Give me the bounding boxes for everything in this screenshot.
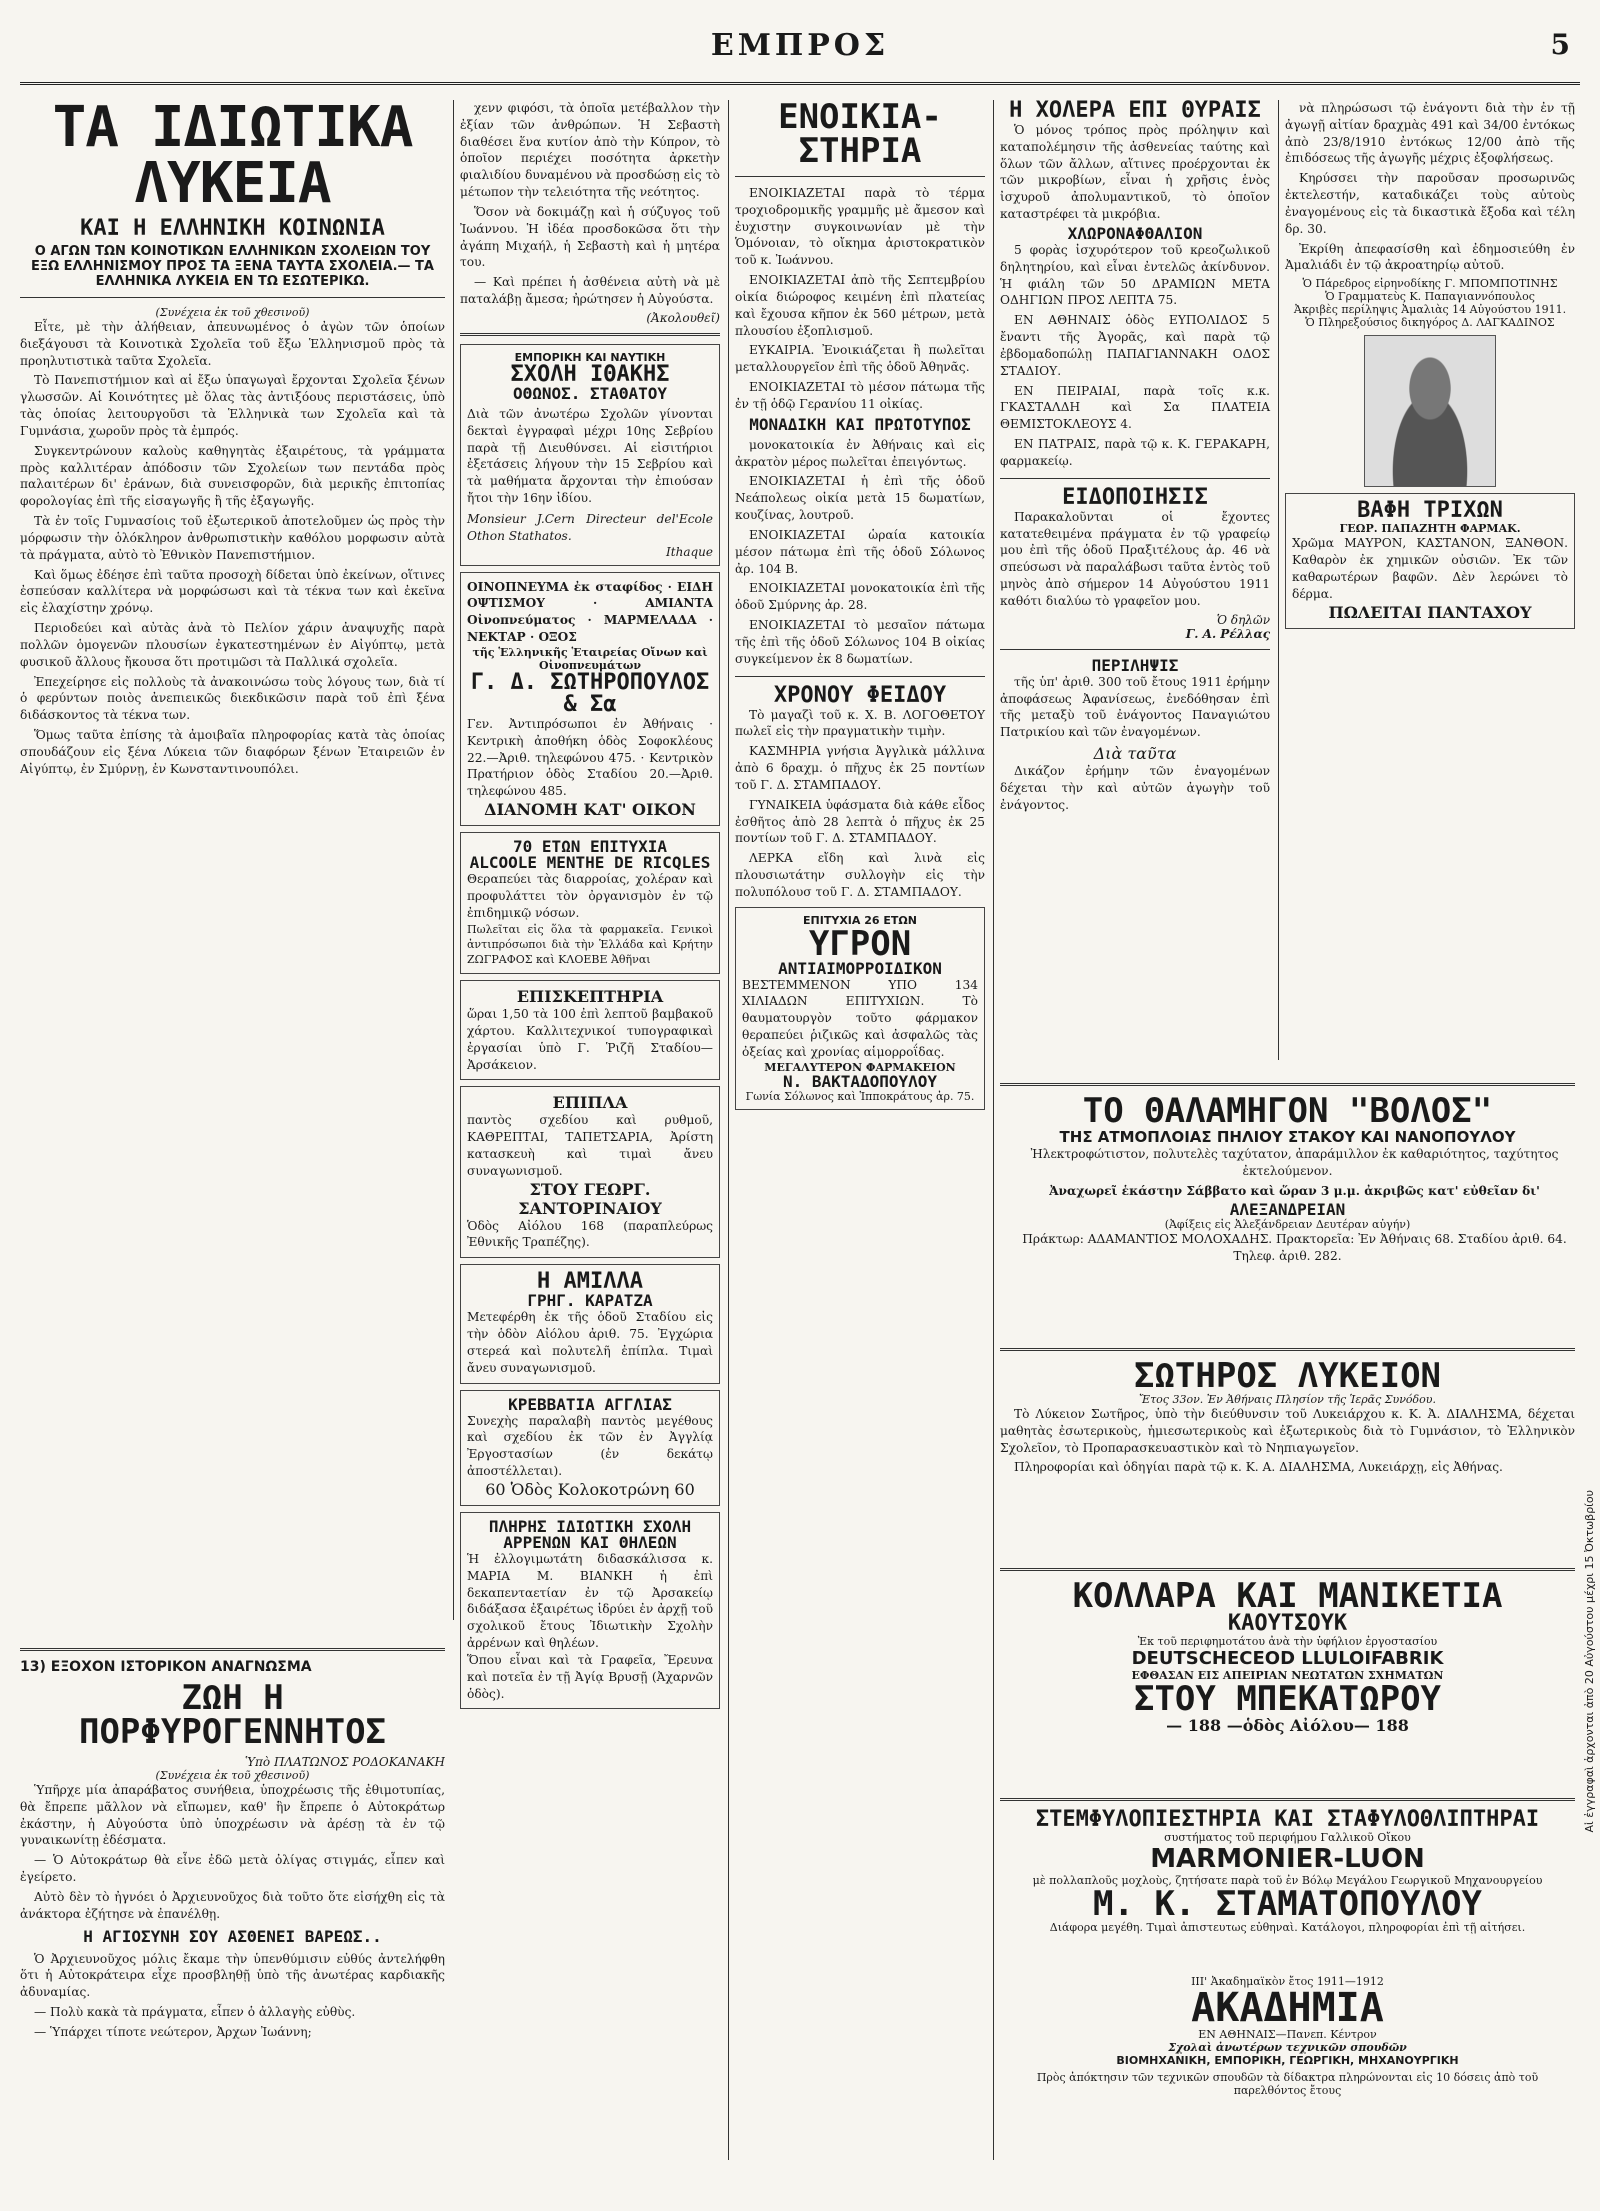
article-headline: ΤΑ ΙΔΙΩΤΙΚΑ ΛΥΚΕΙΑ bbox=[52, 100, 413, 216]
ad-text: ΕΦΘΑΣΑΝ ΕΙΣ ΑΠΕΙΡΙΑΝ ΝΕΩΤΑΤΩΝ ΣΧΗΜΑΤΩΝ bbox=[1131, 1669, 1444, 1682]
classified-ad: ΕΝΟΙΚΙΑΖΕΤΑΙ μονοκατοικία ἐπὶ τῆς ὁδοῦ Σμύρνης ἀρ. 28. bbox=[735, 581, 985, 613]
paragraph: Καὶ ὅμως ἐδέησε ἐπὶ ταῦτα προσοχὴ δίδεται ὑπὸ ἐκείνων, οἵτινες ἐσπεύσαν καλλίτερα νὰ μορφώσωσι καὶ τὰ τέκνα των καὶ ἐκεῖνα εἰς ἐλαχίστην χρόνῳ. bbox=[20, 567, 445, 616]
signature-name: Γ. Α. Ρέλλας bbox=[1185, 626, 1270, 641]
paragraph: 5 φορὰς ἰσχυρότερον τοῦ κρεοζωλικοῦ δηλητηρίου, καὶ εἶναι ἐντελῶς ἀκίνδυνον. Ἡ φιάλη τῶν 50 ΔΡΑΜΙΩΝ ΜΕΤΑ ΟΔΗΓΙΩΝ ΠΡΟΣ ΛΕΠΤΑ 75. bbox=[1000, 242, 1270, 308]
ad-text: ὥραι 1,50 τὰ 100 ἐπὶ λεπτοῦ βαμβακοῦ χάρτου. Καλλιτεχνικοί τυπογραφικαὶ ἐργασίαι ὑπὸ Γ. Ῥιζῆ Σταδίου—Ἀρσάκειον. bbox=[467, 1007, 713, 1072]
signature: Ἀκριβὲς περίληψις Ἀμαλιὰς 14 Αὐγούστου 1911. bbox=[1293, 303, 1567, 317]
ad-firm: τῆς Ἑλληνικῆς Ἑταιρείας Οἴνων καὶ Οἰνοπνευμάτων bbox=[472, 645, 708, 672]
paragraph: Αὐτὸ δὲν τὸ ἠγνόει ὁ Ἀρχιευνοῦχος διὰ τοῦτο ὅτε εἰσήχθη εἰς τὰ ἀνάκτορα ἐζήτησε νὰ ἐπανέλθῃ. bbox=[20, 1889, 445, 1921]
ad-academy bbox=[1000, 1975, 1575, 2195]
ad-footer: Πωλεῖται εἰς ὅλα τὰ φαρμακεῖα. Γενικοὶ ἀντιπρόσωποι διὰ τὴν Ἑλλάδα καὶ Κρήτην ΖΩΓΡΑΦΟΣ καὶ ΚΛΟΕΒΕ Ἀθῆναι bbox=[467, 922, 713, 966]
ad-address: — 188 —ὁδὸς Αἰόλου— 188 bbox=[1166, 1716, 1409, 1735]
ad-firm: Μ. Κ. ΣΤΑΜΑΤΟΠΟΥΛΟΥ bbox=[1093, 1884, 1482, 1924]
paragraph: Παρακαλοῦνται οἱ ἔχοντες κατατεθειμένα πράγματα ἐν τῷ γραφείῳ μου ἐπὶ τῆς ὁδοῦ Πραξιτέλους ἀρ. 46 νὰ σπεύσωσι νὰ παραλάβωσι ταῦτα ἐντὸς τοῦ μηνὸς ἀπὸ σήμερον 14 Αὐγούστου 1911 καθότι διαλύω τὸ γραφεῖον μου. bbox=[1000, 509, 1270, 608]
ad-text: συστήματος τοῦ περιφήμου Γαλλικοῦ Οἴκου bbox=[1164, 1831, 1411, 1844]
classified-ad: ΕΥΚΑΙΡΙΑ. Ἐνοικιάζεται ἢ πωλεῖται μεταλλουργεῖον ἐπὶ τῆς ὁδοῦ Ἀθηνᾶς. bbox=[735, 343, 985, 375]
product-name: ΧΛΩΡΟΝΑΦΘΑΛΙΟΝ bbox=[1067, 223, 1203, 243]
ad-headline: ΣΩΤΗΡΟΣ ΛΥΚΕΙΟΝ bbox=[1133, 1356, 1442, 1396]
paragraph: Ὑπῆρχε μία ἀπαράβατος συνήθεια, ὑποχρέωσις τῆς ἐθιμοτυπίας, θὰ ἔπρεπε μᾶλλον νὰ εἴπωμεν, καθ' ἣν ἔπρεπε ὁ Αὐτοκράτωρ ἐκάστην, ἡ Αὐγούστα ὑπὸ ὑποχρέωσιν νὰ ἀρέσῃ τὰ ἐν τῷ γυναικωνίτῃ ἐδέσματα. bbox=[20, 1783, 445, 1848]
subhead: Διὰ ταῦτα bbox=[1093, 744, 1177, 764]
ad-wine-presses bbox=[1000, 1790, 1575, 1934]
ad-headline: ΣΧΟΛΗ ΙΘΑΚΗΣ bbox=[510, 361, 670, 387]
ad-text: Θεραπεύει τὰς διαρροίας, χολέραν καὶ προφυλάττει τὸν ὀργανισμὸν ἐν τῷ ἐπιδημικῷ νόσων. bbox=[467, 872, 713, 920]
column-3-rentals bbox=[735, 100, 994, 2160]
serial-body bbox=[20, 1782, 445, 1923]
paragraph: Ὁ Ἀρχιευνοῦχος μόλις ἔκαμε τὴν ὑπενθύμισιν εὐθύς ἀντελήφθη ὅτι ἡ Αὐτοκράτειρα εἶχε προσβληθῇ ὑπὸ τῆς ἀνωτέρας καρδιακῆς ἀδυναμίας. bbox=[20, 1951, 445, 2000]
signature: Ὁ Γραμματεὺς Κ. Παπαγιαννόπουλος bbox=[1325, 290, 1535, 304]
ad-text: Ἡ ἐλλογιμωτάτη διδασκάλισσα κ. ΜΑΡΙΑ Μ. ΒΙΑΝΚΗ ἡ ἐπὶ δεκαπενταετίαν ἐν τῷ Ἀρσακείῳ διδάξασα ἐξαιρέτως ἱδρύει ἐν ἀρχῇ τοῦ σχολικοῦ ἔτους Ἰδιωτικὴν Σχολὴν ἀρρένων καὶ θηλέων. bbox=[467, 1551, 713, 1651]
ad-headline: ΠΛΗΡΗΣ ΙΔΙΩΤΙΚΗ ΣΧΟΛΗ bbox=[488, 1516, 692, 1536]
paragraph: Τὰ ἐν τοῖς Γυμνασίοις τοῦ ἐξωτερικοῦ ἀποτελοῦμεν ὡς πρὸς τὴν μόρφωσιν τὴν ὁλόκληρον ἀνθρωπιστικὴν καθόλου μορφωσιν αὐτὰ τὰ πράγματα, αὐτὸ τὸ Ἐθνικὸν Πανεπιστήμιον. bbox=[20, 514, 445, 562]
serial-byline: Ὑπὸ ΠΛΑΤΩΝΟΣ ΡΟΔΟΚΑΝΑΚΗ bbox=[244, 1755, 445, 1769]
notice-headline: ΕΙΔΟΠΟΙΗΣΙΣ bbox=[1062, 484, 1208, 510]
ad-text: Γεν. Ἀντιπρόσωποι ἐν Ἀθήναις · Κεντρικὴ ἀποθήκη ὁδὸς Σοφοκλέους 22.—Ἀριθ. τηλεφώνου 475. · Κεντρικὸν Πρατήριον ὁδὸς Σταδίου 20.—Ἀριθ. τηλεφώνου 485. bbox=[467, 716, 713, 799]
ad-headline: ΤΟ ΘΑΛΑΜΗΓΟΝ "ΒΟΛΟΣ" bbox=[1082, 1091, 1493, 1131]
classified-ad: ΕΝΟΙΚΙΑΖΕΤΑΙ τὸ μεσαῖον πάτωμα τῆς ἐπὶ τῆς ὁδοῦ Σόλωνος 104 Β οἰκίας συγκείμενον ἐκ 8 δωματίων. bbox=[735, 618, 985, 666]
ad-text: Διὰ τῶν ἀνωτέρω Σχολῶν γίνονται δεκταὶ ἐγγραφαὶ μέχρι 10ης Σεβρίου παρὰ τῇ Διευθύνσει. Αἱ εἰσιτήριοι ἐξετάσεις λήγουν τὴν 15 Σεβρίου καὶ τὰ μαθήματα ἄρχονται τὴν ἐπιούσαν ἤτοι τὴν 16ην ἰδίου. bbox=[467, 406, 713, 506]
ad-hemorrhoid-remedy bbox=[735, 907, 985, 1110]
ad-visiting-cards bbox=[460, 980, 720, 1080]
page-number: 5 bbox=[1550, 28, 1570, 61]
paragraph: Ἐκρίθη ἀπεφασίσθη καὶ ἐδημοσιεύθη ἐν Ἀμαλιάδι ἐν τῷ ἀκροατηρίῳ αὐτοῦ. bbox=[1285, 241, 1575, 273]
ad-firm: ΜΕΓΑΛΥΤΕΡΟΝ ΦΑΡΜΑΚΕΙΟΝ bbox=[764, 1060, 956, 1074]
section-head: ΜΟΝΑΔΙΚΗ ΚΑΙ ΠΡΩΤΟΤΥΠΟΣ bbox=[749, 414, 971, 434]
ad-ricqles bbox=[460, 832, 720, 974]
summary-headline: ΠΕΡΙΛΗΨΙΣ bbox=[1091, 655, 1179, 675]
article-subhead: ΚΑΙ Η ΕΛΛΗΝΙΚΗ ΚΟΙΝΩΝΙΑ bbox=[80, 216, 385, 241]
ad-headline: ΣΤΕΜΦΥΛΟΠΙΕΣΤΗΡΙΑ ΚΑΙ ΣΤΑΦΥΛΟΘΛΙΠΤΗΡΑΙ bbox=[1035, 1807, 1540, 1832]
paragraph: — Καὶ πρέπει ἡ ἀσθένεια αὐτὴ νὰ μὲ παταλάβῃ ἄμεσα; ἠρώτησεν ἡ Αὐγούστα. bbox=[460, 275, 720, 307]
section-head: ΧΡΟΝΟΥ ΦΕΙΔΟΥ bbox=[773, 682, 947, 708]
ad-headline: ΥΓΡΟΝ bbox=[808, 923, 912, 964]
ad-subhead: ΑΡΡΕΝΩΝ ΚΑΙ ΘΗΛΕΩΝ bbox=[503, 1532, 677, 1552]
ad-brand: DEUTSCHECEOD LLULOIFABRIK bbox=[1131, 1648, 1444, 1669]
ad-subhead: ΚΑΟΥΤΣΟΥΚ bbox=[1227, 1611, 1348, 1636]
ad-text: παντὸς σχεδίου καὶ ρυθμοῦ, ΚΑΘΡΕΠΤΑΙ, ΤΑΠΕΤΣΑΡΙΑ, Ἀρίστη κατασκευὴ καὶ τιμαὶ ἄνευ συναγωνισμοῦ. bbox=[467, 1113, 713, 1178]
ad-headline: 70 ΕΤΩΝ ΕΠΙΤΥΧΙΑ bbox=[512, 837, 668, 857]
classified-ad: ΛΕΡΚΑ εἴδη καὶ λινὰ εἰς πλουσιωτάτην συλλογὴν εἰς τὴν πολυπόλουσ τοῦ Γ. Δ. ΣΤΑΜΠΑΔΟΥ. bbox=[735, 851, 985, 899]
classified-ad: ΓΥΝΑΙΚΕΙΑ ὑφάσματα διὰ κάθε εἶδος ἐσθῆτος ἀπὸ 28 λεπτὰ ὁ πῆχυς ἐκ 25 ποντίων τοῦ Γ. Δ. ΣΤΑΜΠΑΔΟΥ. bbox=[735, 797, 985, 846]
signature: Ὁ Πάρεδρος εἰρηνοδίκης Γ. ΜΠΟΜΠΟΤΙΝΗΣ bbox=[1302, 277, 1558, 291]
ad-signature: Monsieur J.Cern Directeur del'Ecole Othon Stathatos. bbox=[467, 511, 713, 543]
paragraph: ΕΝ ΠΑΤΡΑΙΣ, παρὰ τῷ κ. Κ. ΓΕΡΑΚΑΡΗ, φαρμακείῳ. bbox=[1000, 437, 1270, 468]
ad-footer: Ὅπου εἶναι καὶ τὰ Γραφεῖα, Ἔρευνα καὶ ποτεῖα ἐν τῇ Ἀγίᾳ Βρυσῇ (Ἀχαρνῶν ὁδὸς). bbox=[467, 1652, 713, 1701]
ad-name: ΟΘΩΝΟΣ. ΣΤΑΘΑΤΟΥ bbox=[512, 383, 668, 403]
paragraph: Περιοδεύει καὶ αὐτὰς ἀνὰ τὸ Πελίον χάριν ἀναψυχῆς παρὰ πολλῶν ὁμογενῶν πλουσίων ἐγκατεστημένων ἐν Αἰγύπτῳ, μετὰ φυσικοῦ ἄλλους ἤκουσα ὅτι προτιμῶσι τὰ Παλλικά σχολεῖα. bbox=[20, 621, 445, 669]
ad-subhead: ΑΝΤΙΑΙΜΟΡΡΟΙΔΙΚΟΝ bbox=[778, 958, 942, 978]
classified-ad: ΕΝΟΙΚΙΑΖΕΤΑΙ ἀπὸ τῆς Σεπτεμβρίου οἰκία διώροφος κειμένη ἐπὶ πλατείας καὶ ἔχουσα κῆπον ἐκ 560 μέτρων, μετὰ πλουσίου ἐξοπλισμοῦ. bbox=[735, 273, 985, 338]
ad-beds bbox=[460, 1390, 720, 1506]
serial-headline: ΖΩΗ Η ΠΟΡΦΥΡΟΓΕΝΝΗΤΟΣ bbox=[78, 1678, 387, 1752]
ad-destination: ΑΛΕΞΑΝΔΡΕΙΑΝ bbox=[1229, 1200, 1346, 1220]
ad-schools: ΒΙΟΜΗΧΑΝΙΚΗ, ΕΜΠΟΡΙΚΗ, ΓΕΩΡΓΙΚΗ, ΜΗΧΑΝΟΥΡΓΙΚΗ bbox=[1116, 2054, 1459, 2067]
portrait-illustration-icon bbox=[1364, 335, 1496, 487]
ad-text: Πληροφορίαι καὶ ὁδηγίαι παρὰ τῷ κ. Κ. Α. ΔΙΑΛΗΣΜΑ, Λυκειάρχῃ, εἰς Ἀθήνας. bbox=[1014, 1460, 1503, 1475]
ad-arrival: (Ἀφίξεις εἰς Ἀλεξάνδρειαν Δευτέραν αὐγήν) bbox=[1164, 1218, 1411, 1232]
ad-title: ΕΜΠΟΡΙΚΗ ΚΑΙ ΝΑΥΤΙΚΗ bbox=[514, 350, 666, 364]
ad-text: Χρῶμα ΜΑΥΡΟΝ, ΚΑΣΤΑΝΟΝ, ΞΑΝΘΟΝ. Καθαρὸν ἐκ χημικῶν οὐσιῶν. Ἐκ τῶν καθαρωτέρων βαφῶν. Δὲν λερώνει τὸ δέρμα. bbox=[1292, 536, 1568, 601]
ad-headline: ΚΟΛΛΑΡΑ ΚΑΙ ΜΑΝΙΚΕΤΙΑ bbox=[1072, 1576, 1503, 1616]
signature: Ὁ Πληρεξούσιος δικηγόρος Δ. ΛΑΓΚΑΔΙΝΟΣ bbox=[1305, 316, 1555, 330]
classified-ad: ΕΝΟΙΚΙΑΖΕΤΑΙ παρὰ τὸ τέρμα τροχιοδρομικῆς γραμμῆς μὲ ἄμεσον καὶ ἐυχιστην συγκοινωνίαν μὲ τὴν Ὁμόνοιαν, τὸ οἴκημα ἀριστοκρατικὸν τοῦ κ. Ἰωάννου. bbox=[735, 186, 985, 268]
article-private-lyceums bbox=[20, 100, 454, 1620]
signature-label: Ὁ δηλῶν bbox=[1216, 612, 1270, 627]
paragraph: Ὅμως ταῦτα ἐπίσης τὰ ἀμοιβαῖα πληροφορίας κατὰ τὰς ὁποίας σπουδάζουν εἰς ξένα Λύκεια τῶν διαφόρων ξένων Ἐταιρειῶν ἐν Αἰγύπτῳ, ἐν Σμύρνῃ, ἐν Κωνσταντινουπόλει. bbox=[20, 728, 445, 776]
serial-body-2 bbox=[20, 1951, 445, 2041]
ad-firm: ΣΤΟΥ ΓΕΩΡΓ. ΣΑΝΤΟΡΙΝΑΙΟΥ bbox=[518, 1179, 662, 1218]
ad-hair-dye bbox=[1285, 493, 1575, 628]
ad-footer: ΠΩΛΕΙΤΑΙ ΠΑΝΤΑΧΟΥ bbox=[1328, 602, 1532, 622]
paragraph: ΕΝ ΑΘΗΝΑΙΣ ὁδὸς ΕΥΠΟΛΙΔΟΣ 5 ἔναντι τῆς Ἀγορᾶς, καὶ παρὰ τῷ ἐβδομαδοπώλῃ ΠΑΠΑΓΙΑΝΝΑΚΗ ΟΔΟΣ ΣΤΑΔΙΟΥ. bbox=[1000, 313, 1270, 378]
ad-volos-ship bbox=[1000, 1075, 1575, 1268]
continuation-note: (Συνέχεια ἐκ τοῦ χθεσινοῦ) bbox=[155, 1769, 310, 1782]
paragraph: ΕΝ ΠΕΙΡΑΙΑΙ, παρὰ τοῖς κ.κ. ΓΚΑΣΤΑΛΔΗ καὶ Σα ΠΛΑΤΕΙΑ ΘΕΜΙΣΤΟΚΛΕΟΥΣ 4. bbox=[1000, 383, 1270, 432]
ad-collars bbox=[1000, 1560, 1575, 1735]
rentals-headline-1: ΕΝΟΙΚΙΑ- bbox=[778, 100, 942, 137]
paragraph: Κηρύσσει τὴν παροῦσαν προσωρινῶς ἐκτελεστήν, καταδικάζει τοὺς αὐτοὺς ἐναγομένους εἰς τὰ δικαστικὰ ἔξοδα καὶ τέλη δρ. 30. bbox=[1285, 171, 1575, 236]
ad-subhead: ΤΗΣ ΑΤΜΟΠΛΟΙΑΣ ΠΗΛΙΟΥ ΣΤΑΚΟΥ ΚΑΙ ΝΑΝΟΠΟΥΛΟΥ bbox=[1059, 1128, 1516, 1146]
classified-ad: μονοκατοικία ἐν Ἀθήναις καὶ εἰς ἀκρατὸν μέρος πωλεῖται ἐπειγόντως. bbox=[735, 437, 985, 469]
classified-ad: Τὸ μαγαζὶ τοῦ κ. Χ. Β. ΛΟΓΟΘΕΤΟΥ πωλεῖ εἰς τὴν πραγματικὴν τιμὴν. bbox=[735, 707, 985, 739]
paragraph: νὰ πληρώσωσι τῷ ἐνάγοντι διὰ τὴν ἐν τῇ ἀγωγῇ αἰτίαν δραχμὰς 491 καὶ 34/00 ἐντόκως ἀπὸ 23/8/1910 ἐντόκως 12/00 ἀπὸ τῆς ἐπιδόσεως τῆς ἀγωγῆς μέχρις ἐξοφλήσεως. bbox=[1285, 101, 1575, 166]
ad-products: ΟΙΝΟΠΝΕΥΜΑ ἐκ σταφίδος · ΕΙΔΗ ΟΨΤΙΣΜΟΥ · ΑΜΙΑΝΤΑ Οἰνοπνεύματος · ΜΑΡΜΕΛΑΔΑ · ΝΕΚΤΑΡ · ΟΞΟΣ bbox=[467, 579, 713, 645]
ad-text: Τὸ Λύκειον Σωτῆρος, ὑπὸ τὴν διεύθυνσιν τοῦ Λυκειάρχου κ. Κ. Ἀ. ΔΙΑΛΗΣΜΑ, δέχεται μαθητὰς ἐσωτερικοὺς, ἡμιεσωτερικοὺς καὶ ἐξωτερικοὺς διὰ τὸ Γυμνάσιον, τὸ Ἑλληνικὸν Σχολεῖον, τὸ Προπαρασκευαστικὸν καὶ τὸ Νηπιαγωγεῖον. bbox=[1000, 1407, 1575, 1455]
classified-ad: ΕΝΟΙΚΙΑΖΕΤΑΙ ἡ ἐπὶ τῆς ὁδοῦ Νεάπολεως οἰκία μετὰ 15 δωματίων, κουζίνας, λουτροῦ. bbox=[735, 474, 985, 523]
ad-headline: ΒΑΦΗ ΤΡΙΧΩΝ bbox=[1357, 498, 1503, 524]
paragraph: Τὸ Πανεπιστήμιον καὶ αἱ ἔξω ὑπαγωγαὶ ἔρχονται Σχολεῖα ξένων γλωσσῶν. Αἱ Κοινότητες μὲ ὅλας τὰς ἀντιξόους περιστάσεις, ὑπὸ τὰς ὁποίας λειτουργοῦσι τὰ Ἑλληνικὰ των Σχολεῖα καὶ τὰ Γυμνάσια, χωροῦν πρὸς τὰ ἐμπρός. bbox=[20, 373, 445, 438]
ad-subhead: Σχολαὶ ἀνωτέρων τεχνικῶν σπουδῶν bbox=[1168, 2041, 1407, 2054]
ad-address: Γωνία Σόλωνος καὶ Ἱπποκράτους ἀρ. 75. bbox=[745, 1089, 975, 1103]
ad-text: Μετεφέρθη ἐκ τῆς ὁδοῦ Σταδίου εἰς τὴν ὁδὸν Αἰόλου ἀριθ. 75. Ἐγχώρια στερεά καὶ πολυτελῆ ἐπίπλα. Τιμαὶ ἄνευ συναγωνισμοῦ. bbox=[467, 1310, 713, 1375]
ad-text: Ἀναχωρεῖ ἑκάστην Σάββατο καὶ ὥραν 3 μ.μ. ἀκριβῶς κατ' εὐθεῖαν δι' bbox=[1049, 1183, 1540, 1198]
paragraph: — Ὑπάρχει τίποτε νεώτερον, Ἀρχων Ἰωάννη; bbox=[34, 2024, 312, 2039]
cholera-headline: Η ΧΟΛΕΡΑ ΕΠΙ ΘΥΡΑΙΣ bbox=[1009, 100, 1261, 123]
paragraph: Δικάζον ἐρήμην τῶν ἐναγομένων δέχεται τὴν καὶ αὐτῶν ἀγωγὴν τοῦ ἐνάγοντος. bbox=[1000, 764, 1270, 812]
ad-furniture bbox=[460, 1086, 720, 1258]
ad-name: ΓΡΗΓ. ΚΑΡΑΤΖΑ bbox=[527, 1291, 653, 1311]
vertical-side-note: Αἱ ἐγγραφαὶ ἀρχονται ἀπὸ 20 Αὐγούστου μέχρι 15 Ὀκτωβρίου bbox=[1583, 1490, 1596, 1833]
article-body bbox=[20, 319, 445, 778]
classified-ad: ΕΝΟΙΚΙΑΖΕΤΑΙ ὡραία κατοικία μέσον πάτωμα ἐπὶ τῆς ὁδοῦ Σόλωνος ἀρ. 104 Β. bbox=[735, 527, 985, 576]
newspaper-title: ΕΜΠΡΟΣ bbox=[710, 28, 890, 63]
continuation-note: (Συνέχεια ἐκ τοῦ χθεσινοῦ) bbox=[155, 306, 310, 319]
paragraph: — Ὁ Αὐτοκράτωρ θὰ εἶνε ἐδῶ μετὰ ὀλίγας στιγμάς, εἶπεν καὶ ἐγείρετο. bbox=[20, 1853, 445, 1885]
ad-agents: Πράκτωρ: ΑΔΑΜΑΝΤΙΟΣ ΜΟΛΟΧΑΔΗΣ. Πρακτορεῖα: Ἐν Ἀθήναις 68. Σταδίου ἀριθ. 64. Τηλεφ. ἀριθ. 282. bbox=[1022, 1232, 1567, 1264]
ad-store: ΣΤΟΥ ΜΠΕΚΑΤΩΡΟΥ bbox=[1133, 1679, 1442, 1719]
ad-headline: ΕΠΙΣΚΕΠΤΗΡΙΑ bbox=[516, 987, 664, 1007]
ad-text: Πρὸς ἀπόκτησιν τῶν τεχνικῶν σπουδῶν τὰ δίδακτρα πληρώνονται εἰς 10 δόσεις ἀπὸ τοῦ παρελθόντος ἔτους bbox=[1036, 2071, 1539, 2097]
serial-kicker: 13) ΕΞΟΧΟΝ ΙΣΤΟΡΙΚΟΝ ΑΝΑΓΝΩΣΜΑ bbox=[20, 1659, 312, 1675]
paragraph: — Πολὺ κακὰ τὰ πράγματα, εἶπεν ὁ ἀλλαγὴς εὐθὺς. bbox=[34, 2005, 356, 2020]
paragraph: τῆς ὑπ' ἀριθ. 300 τοῦ ἔτους 1911 ἐρήμην ἀποφάσεως Ἀφανίσεως, ἐνεδόθησαν ἐπὶ τῆς μεταξὺ τοῦ ἐνάγοντος Παναγιώτου Πατρικίου καὶ τῶν ἐναγομένων. bbox=[1000, 674, 1270, 740]
ad-brand: MARMONIER-LUON bbox=[1150, 1844, 1425, 1874]
column-5 bbox=[1285, 100, 1575, 1060]
paragraph: Ὁ μόνος τρόπος πρὸς πρόληψιν καὶ καταπολέμησιν τῆς ἀσθενείας ταύτης καὶ ὅλων τῶν ἄλλων, αἵτινες προέρχονται ἐκ τῶν μικροβίων, εἶναι ἡ χρῆσις ἑνὸς ἰσχυροῦ ἀπολυμαντικοῦ, τὸ ὁποῖον καταστρέφει τὰ μικρόβια. bbox=[1000, 123, 1270, 222]
masthead bbox=[20, 22, 1580, 85]
ad-headline: ΚΡΕΒΒΑΤΙΑ ΑΓΓΛΙΑΣ bbox=[508, 1394, 672, 1414]
article-deck: Ο ΑΓΩΝ ΤΩΝ ΚΟΙΝΟΤΙΚΩΝ ΕΛΛΗΝΙΚΩΝ ΣΧΟΛΕΙΩΝ ΤΟΥ ΕΞΩ ΕΛΛΗΝΙΣΜΟΥ ΠΡΟΣ ΤΑ ΞΕΝΑ ΤΑΥΤΑ ΣΧΟΛΕΙΑ.— ΤΑ ΕΛΛΗΝΙΚΑ ΛΥΚΕΙΑ ΕΝ ΤΩ ΕΣΩΤΕΡΙΚΩ. bbox=[31, 244, 434, 289]
ad-amilla bbox=[460, 1264, 720, 1383]
paragraph: Ἐπεχείρησε εἰς πολλοὺς τὰ ἀνακοινώσω τοὺς λόγους των, διὰ τί ὁ φερύντων ποιὸς ἀνεπιεικῶς διεκδικῶσιν παρὰ τοῦ ἐπὶ ξένα διδάσκοντος τὰ τέκνα των. bbox=[20, 674, 445, 723]
column-2 bbox=[460, 100, 729, 2160]
ad-address: 60 Ὁδὸς Κολοκοτρώνη 60 bbox=[485, 1479, 695, 1499]
ad-distribution: ΔΙΑΝΟΜΗ ΚΑΤ' ΟΙΚΟΝ bbox=[484, 800, 696, 820]
ad-text: Ἐκ τοῦ περιφημοτάτου ἀνὰ τὴν ὑφήλιον ἐργοστασίου bbox=[1137, 1635, 1438, 1648]
ad-place: Ithaque bbox=[666, 544, 713, 559]
story-continuation bbox=[460, 100, 720, 308]
paragraph: Εἶτε, μὲ τὴν ἀλήθειαν, ἀπευνωμένος ὁ ἀγὼν τῶν ὁποίων διεξάγουσι τὰ Κοινοτικὰ Σχολεῖα τοῦ ἔξω Ἑλληνισμοῦ πρὸς τὰ προηλυτιστικὰ ταῦτα Σχολεῖα. bbox=[20, 320, 445, 368]
ad-firm: ΓΕΩΡ. ΠΑΠΑΖΗΤΗ ΦΑΡΜΑΚ. bbox=[1339, 522, 1521, 536]
rentals-headline-2: ΣΤΗΡΙΑ bbox=[798, 131, 922, 171]
paragraph: Συγκεντρώνουν καλοὺς καθηγητὰς ἐξαιρέτους, τὰ γράμματα πρὸς καλλιτέραν ἀπόδοσιν τῶν Σχολείων των πεντάδα πρὸς παλαιτέρων δι' ἐράνων, διὰ συνεισφορῶν, διὰ μερικῆς ἐπιτοπίας φορολογίας ἐπὶ τῆς εἰσαγωγῆς ἢ τῆς ἐξαγωγῆς. bbox=[20, 443, 445, 509]
ad-private-school bbox=[460, 1512, 720, 1709]
ad-headline: ΑΚΑΔΗΜΙΑ bbox=[1191, 1985, 1384, 2031]
ad-text: Διάφορα μεγέθη. Τιμαὶ ἀπιστευτως εὐθηναὶ. Κατάλογοι, πληροφορίαι ἐπὶ τῇ αἰτήσει. bbox=[1049, 1921, 1526, 1934]
ad-soteros-lyceum bbox=[1000, 1340, 1575, 1479]
ad-name: Ν. ΒΑΚΤΑΔΟΠΟΥΛΟΥ bbox=[782, 1071, 938, 1091]
to-be-continued: (Ἀκολουθεῖ) bbox=[646, 310, 720, 325]
classified-ad: ΕΝΟΙΚΙΑΖΕΤΑΙ τὸ μέσον πάτωμα τῆς ἐν τῇ ὁδῷ Γερανίου 11 οἰκίας. bbox=[735, 380, 985, 411]
column-4 bbox=[1000, 100, 1279, 1060]
serial-section-head: Η ΑΓΙΟΣΥΝΗ ΣΟΥ ΑΣΘΕΝΕΙ ΒΑΡΕΩΣ.. bbox=[83, 1926, 382, 1946]
ad-text: Συνεχὴς παραλαβὴ παντὸς μεγέθους καὶ σχεδίου ἐκ τῶν ἐν Ἀγγλίᾳ Ἐργοστασίων (ἐν δεκάτῳ ἀποστέλλεται). bbox=[467, 1413, 713, 1479]
ad-product: ALCOOLE MENTHE DE RICQLES bbox=[469, 853, 711, 873]
ad-ithaca-school bbox=[460, 344, 720, 566]
ad-text: ΒΕΣΤΕΜΜΕΝΟΝ ΥΠΟ 134 ΧΙΛΙΑΔΩΝ ΕΠΙΤΥΧΙΩΝ. Τὸ θαυματουργὸν τοῦτο φάρμακον θεραπεύει ῥιζικῶς καὶ ἀσφαλῶς τὰς ὀξείας καὶ χρονίας αἱμορροΐδας. bbox=[742, 977, 978, 1059]
ad-kicker: ΙΙΙ' Ἀκαδημαϊκὸν ἔτος 1911—1912 bbox=[1191, 1975, 1384, 1988]
ad-kicker: ΕΠΙΤΥΧΙΑ 26 ΕΤΩΝ bbox=[803, 913, 917, 927]
ad-headline: Η ΑΜΙΛΛΑ bbox=[537, 1269, 643, 1295]
ad-headline: ΕΠΙΠΛΑ bbox=[552, 1093, 628, 1113]
serial-zoe bbox=[20, 1640, 445, 2180]
paragraph: χενν φιφόσι, τὰ ὁποῖα μετέβαλλον τὴν ἐξίαν τῶν ἀνθρώπων. Ἡ Σεβαστὴ διαθέσει ἕνα κυτίον ἀπὸ τὴν Κύπρον, τὸ ὁποῖον περιέχει ποσότητα ἀρκετὴν φιαλιδίου δυναμένου νὰ προσδώσῃ εἰς τὸ μέτωπον τὴν τελειότητα τῆς νεότητος. bbox=[460, 101, 720, 200]
ad-text: Ἠλεκτροφώτιστον, πολυτελὲς ταχύτατον, ἀπαράμιλλον ἐκ καθαριότητος, ταχύτητος ἐκτελούμενον. bbox=[1030, 1147, 1559, 1178]
paragraph: Ὅσον νὰ δοκιμάζῃ καὶ ἡ σύζυγος τοῦ Ἰωάννου. Ἡ ἰδέα προσδοκῶσα ὅτι τὴν ἀγάπη Μιχαήλ, ἡ Σεβαστὴ καὶ ἡ μητέρα του. bbox=[460, 204, 720, 270]
ad-text: μὲ πολλαπλοῦς μοχλοὺς, ζητήσατε παρὰ τοῦ ἐν Βόλῳ Μεγάλου Γεωργικοῦ Μηχανουργείου bbox=[1032, 1874, 1543, 1887]
ad-location: ΕΝ ΑΘΗΝΑΙΣ—Πανεπ. Κέντρον bbox=[1198, 2028, 1377, 2041]
ad-wine-company bbox=[460, 572, 720, 826]
classified-ad: ΚΑΣΜΗΡΙΑ γνήσια Ἀγγλικὰ μάλλινα ἀπὸ 6 δραχμ. ὁ πῆχυς ἐκ 25 ποντίων τοῦ Γ. Δ. ΣΤΑΜΠΑΔΟΥ. bbox=[735, 744, 985, 792]
ad-subhead: Ἔτος 33ον. Ἐν Ἀθήναις Πλησίον τῆς Ἱερᾶς Συνόδου. bbox=[1139, 1393, 1436, 1406]
ad-address: Ὁδὸς Αἰόλου 168 (παραπλεύρως Ἐθνικῆς Τραπέζης). bbox=[467, 1218, 713, 1250]
ad-headline: Γ. Δ. ΣΩΤΗΡΟΠΟΥΛΟΣ & Σα bbox=[470, 669, 710, 717]
